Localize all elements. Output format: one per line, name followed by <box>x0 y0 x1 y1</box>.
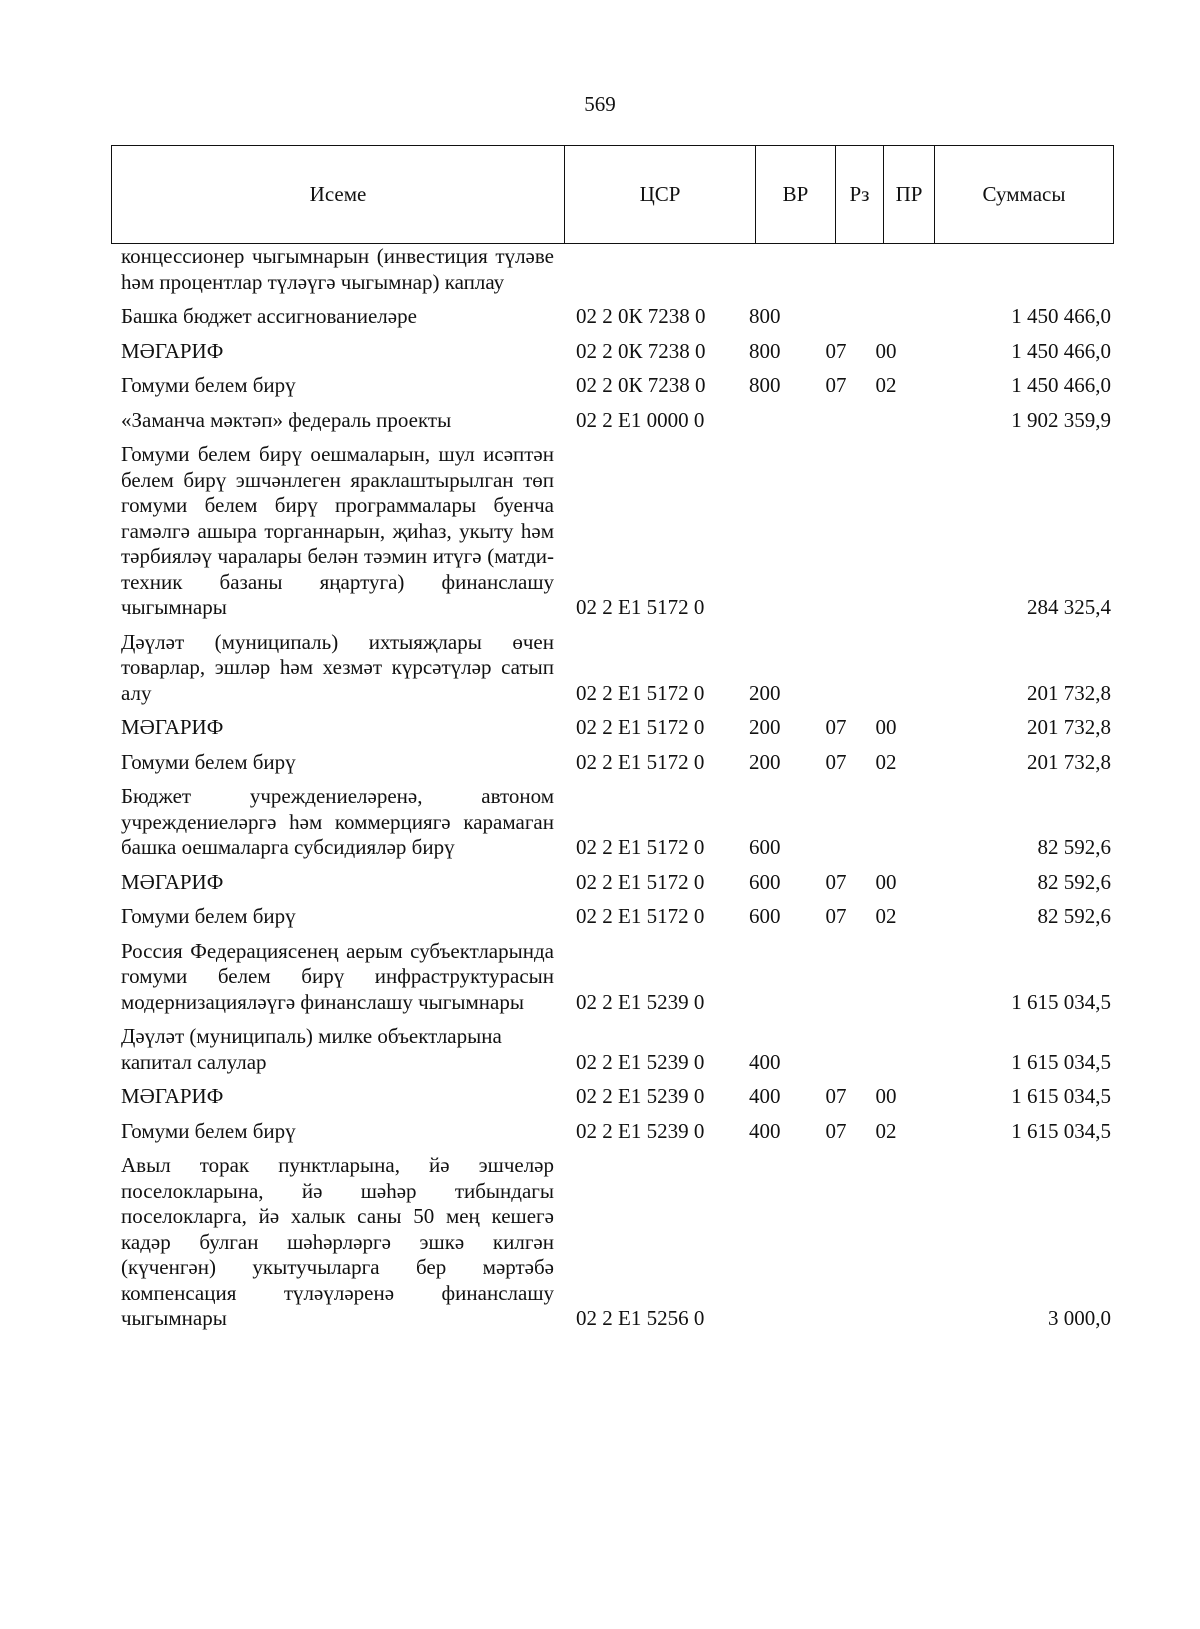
row-vr: 400 <box>749 1049 781 1074</box>
row-sum: 201 732,8 <box>1027 749 1111 774</box>
row-name: Башка бюджет ассигнованиеләре <box>121 304 417 328</box>
row-name: МӘГАРИФ <box>121 338 224 363</box>
row-vr: 800 <box>749 373 781 397</box>
row-csr: 02 2 Е1 5172 0 <box>576 835 705 859</box>
row-name: Авыл торак пунктларына, йә эшчеләр поселокларына, йә шәһәр тибындагы поселокларга, йә халык саны 50 мең кешегә кадәр булган шәһәрләргә эшкә килгән (күченгән) укытучыларга бер мәртәбә компенсация түләүләренә финанслашу чыгымнары <box>121 1153 554 1330</box>
row-sum: 201 732,8 <box>1027 715 1111 739</box>
table-row <box>121 750 1111 776</box>
row-csr: 02 2 Е1 5239 0 <box>576 1118 705 1143</box>
table-row <box>121 1084 1111 1110</box>
header-vr: ВР <box>756 146 836 243</box>
row-csr: 02 2 Е1 5172 0 <box>576 680 705 705</box>
row-csr: 02 2 0К 7238 0 <box>576 304 706 328</box>
row-vr: 200 <box>749 680 781 705</box>
row-csr: 02 2 Е1 0000 0 <box>576 407 705 432</box>
table-row <box>121 244 1111 295</box>
row-name: МӘГАРИФ <box>121 715 224 739</box>
row-vr: 200 <box>749 715 781 739</box>
row-sum: 1 902 359,9 <box>1011 407 1111 432</box>
row-name: Гомуми белем бирү <box>121 1118 296 1143</box>
row-rz: 07 <box>825 1084 847 1108</box>
table-row <box>121 1153 1111 1332</box>
table-row <box>121 442 1111 621</box>
table-row <box>121 904 1111 930</box>
row-csr: 02 2 Е1 5172 0 <box>576 904 705 928</box>
row-name: концессионер чыгымнарын (инвестиция түләве һәм процентлар түләүгә чыгымнар) каплау <box>121 244 554 294</box>
row-name: Бюджет учреждениеләренә, автоном учреждениеләргә һәм коммерциягә карамаган башка оешмаларга субсидияләр бирү <box>121 784 554 859</box>
row-name: Гомуми белем бирү <box>121 904 296 928</box>
row-sum: 3 000,0 <box>1048 1306 1111 1330</box>
row-vr: 800 <box>749 338 781 363</box>
header-sum: Суммасы <box>982 182 1066 206</box>
row-vr: 600 <box>749 904 781 928</box>
table-row <box>121 1024 1111 1075</box>
row-csr: 02 2 Е1 5239 0 <box>576 1049 705 1074</box>
table-row <box>121 784 1111 861</box>
table-row <box>121 870 1111 896</box>
row-vr: 400 <box>749 1118 781 1143</box>
table-row <box>121 304 1111 330</box>
row-sum: 1 615 034,5 <box>1011 1084 1111 1108</box>
page-number: 569 <box>584 92 616 116</box>
table-header <box>111 145 1114 244</box>
row-rz: 07 <box>825 715 847 739</box>
row-pr: 00 <box>875 715 897 739</box>
row-rz: 07 <box>825 373 847 397</box>
row-name: Гомуми белем бирү оешмаларын, шул исәптән белем бирү эшчәнлеген яраклаштырылган төп гомуми белем бирү программалары буенча гамәлгә ашыра торганнарын, җиһаз, укыту һәм тәрбияләү чаралары белән тәэмин итүгә (матди-техник базаны яңартуга) финанслашу чыгымнары <box>121 442 554 619</box>
header-name: Исеме <box>112 146 565 243</box>
table-row <box>121 630 1111 707</box>
row-vr: 600 <box>749 869 781 894</box>
row-sum: 201 732,8 <box>1027 680 1111 705</box>
row-vr: 400 <box>749 1084 781 1108</box>
row-sum: 1 450 466,0 <box>1011 373 1111 397</box>
row-sum: 1 615 034,5 <box>1011 1049 1111 1074</box>
row-csr: 02 2 Е1 5239 0 <box>576 1084 705 1108</box>
row-csr: 02 2 0К 7238 0 <box>576 373 706 397</box>
row-vr: 800 <box>749 304 781 328</box>
row-sum: 82 592,6 <box>1037 869 1111 894</box>
row-csr: 02 2 Е1 5172 0 <box>576 869 705 894</box>
row-pr: 00 <box>875 869 897 894</box>
row-pr: 00 <box>875 1084 897 1108</box>
row-rz: 07 <box>825 869 847 894</box>
row-sum: 82 592,6 <box>1037 904 1111 928</box>
table-row <box>121 715 1111 741</box>
header-pr: ПР <box>884 146 935 243</box>
table-body <box>121 244 1111 1341</box>
row-csr: 02 2 0К 7238 0 <box>576 338 706 363</box>
table-row <box>121 939 1111 1016</box>
row-rz: 07 <box>825 338 847 363</box>
table-row <box>121 339 1111 365</box>
row-pr: 00 <box>875 338 897 363</box>
row-sum: 1 615 034,5 <box>1011 1118 1111 1143</box>
row-name: Дәүләт (муниципаль) милке объектларына капитал салулар <box>121 1024 502 1074</box>
row-sum: 1 450 466,0 <box>1011 338 1111 363</box>
row-name: Дәүләт (муниципаль) ихтыяҗлары өчен товарлар, эшләр һәм хезмәт күрсәтүләр сатып алу <box>121 629 554 705</box>
row-pr: 02 <box>875 373 897 397</box>
row-csr: 02 2 Е1 5172 0 <box>576 595 705 619</box>
row-name: МӘГАРИФ <box>121 1084 224 1108</box>
row-csr: 02 2 Е1 5239 0 <box>576 989 705 1014</box>
row-pr: 02 <box>875 749 897 774</box>
row-name: «Заманча мәктәп» федераль проекты <box>121 407 452 432</box>
row-rz: 07 <box>825 749 847 774</box>
row-pr: 02 <box>875 1118 897 1143</box>
row-csr: 02 2 Е1 5172 0 <box>576 749 705 774</box>
row-sum: 82 592,6 <box>1037 835 1111 859</box>
row-rz: 07 <box>825 904 847 928</box>
row-sum: 1 450 466,0 <box>1011 304 1111 328</box>
row-csr: 02 2 Е1 5172 0 <box>576 715 705 739</box>
row-name: Россия Федерациясенең аерым субъектларында гомуми белем бирү инфраструктурасын модернизацияләүгә финанслашу чыгымнары <box>121 938 554 1014</box>
row-csr: 02 2 Е1 5256 0 <box>576 1306 705 1330</box>
row-sum: 1 615 034,5 <box>1011 989 1111 1014</box>
table-row <box>121 1119 1111 1145</box>
header-rz: Рз <box>836 146 884 243</box>
row-name: Гомуми белем бирү <box>121 749 296 774</box>
table-row <box>121 373 1111 399</box>
table-row <box>121 408 1111 434</box>
row-pr: 02 <box>875 904 897 928</box>
row-rz: 07 <box>825 1118 847 1143</box>
row-vr: 200 <box>749 749 781 774</box>
header-csr: ЦСР <box>565 146 756 243</box>
row-name: Гомуми белем бирү <box>121 373 296 397</box>
row-vr: 600 <box>749 835 781 859</box>
row-name: МӘГАРИФ <box>121 869 224 894</box>
row-sum: 284 325,4 <box>1027 595 1111 619</box>
